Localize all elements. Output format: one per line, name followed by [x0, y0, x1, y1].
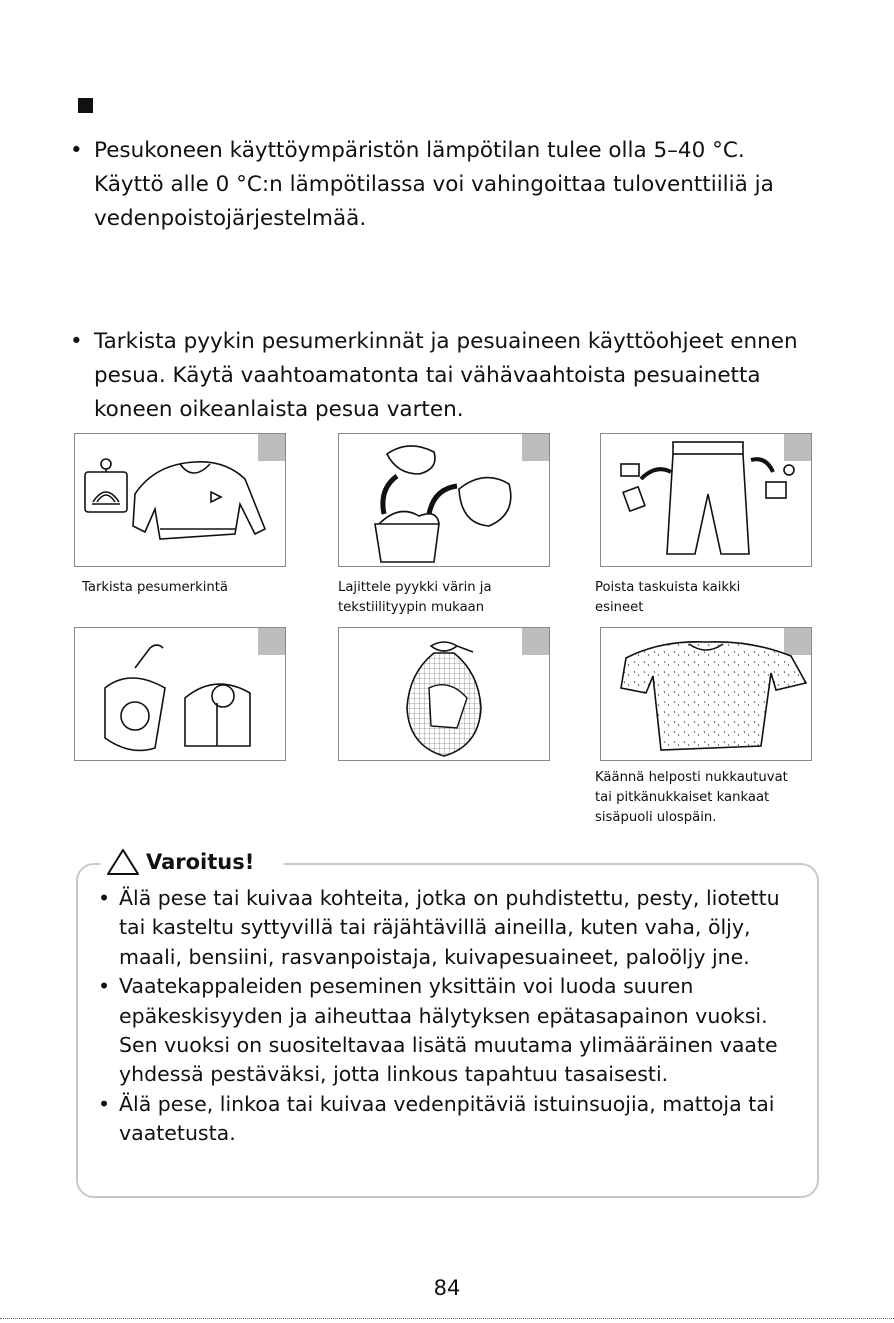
care-label-illustration [74, 433, 286, 567]
empty-pockets-illustration [600, 433, 812, 567]
intro-bullet: • Tarkista pyykin pesumerkinnät ja pesuaineen käyttöohjeet ennen pesua. Käytä vaahtoamatonta tai vähävaahtoista pesuainetta koneen oikeanlaista pesua varten. [70, 325, 820, 427]
page-bottom-rule [0, 1318, 894, 1319]
sweater-tag-drawing [75, 434, 286, 567]
apron-jacket-drawing [75, 628, 286, 761]
warning-item: • Älä pese tai kuivaa kohteita, jotka on puhdistettu, pesty, liotettu tai kasteltu syttyvillä tai räjähtävillä aineilla, kuten vaha, öljy, maali, bensiini, rasvanpoistaja, kuivapesuaineet, paloöljy jne. [98, 884, 803, 972]
inside-out-illustration [600, 627, 812, 761]
warning-header [100, 846, 284, 878]
intro-bullet: • Pesukoneen käyttöympäristön lämpötilan tulee olla 5–40 °C. Käyttö alle 0 °C:n lämpötilassa voi vahingoittaa tuloventtiiliä ja vedenpoistojärjestelmää. [70, 134, 790, 236]
warning-item: • Vaatekappaleiden peseminen yksittäin voi luoda suuren epäkeskisyyden ja aiheuttaa hälytyksen epätasapainon vuoksi. Sen vuoksi on suositeltavaa lisätä muutama ylimääräinen vaate yhdessä pestäväksi, jotta linkous tapahtuu tasaisesti. [98, 972, 803, 1090]
warning-list [98, 884, 803, 1149]
page-number: 84 [433, 1276, 461, 1300]
warning-triangle-icon [106, 848, 140, 876]
intro-list-1 [70, 134, 790, 236]
caption-pockets-line2: esineet [595, 600, 644, 615]
section-marker [78, 98, 93, 113]
intro-list-2 [70, 325, 820, 427]
caption-pockets-line1: Poista taskuista kaikki [595, 580, 741, 595]
laundry-basket-drawing [339, 434, 550, 567]
tie-strings-illustration [74, 627, 286, 761]
caption-inside-line1: Käännä helposti nukkautuvat [595, 770, 788, 785]
caption-inside-line3: sisäpuoli ulospäin. [595, 810, 717, 825]
trousers-drawing [601, 434, 812, 567]
warning-title: Varoitus! [146, 850, 255, 874]
sort-laundry-illustration [338, 433, 550, 567]
caption-check-label: Tarkista pesumerkintä [82, 580, 228, 595]
caption-sort-line2: tekstiilityypin mukaan [338, 600, 485, 615]
warning-item: • Älä pese, linkoa tai kuivaa vedenpitäviä istuinsuojia, mattoja tai vaatetusta. [98, 1090, 803, 1149]
caption-inside-line2: tai pitkänukkaiset kankaat [595, 790, 770, 805]
mesh-bag-drawing [339, 628, 550, 761]
caption-sort-line1: Lajittele pyykki värin ja [338, 580, 492, 595]
fluffy-sweater-drawing [601, 628, 812, 761]
laundry-bag-illustration [338, 627, 550, 761]
